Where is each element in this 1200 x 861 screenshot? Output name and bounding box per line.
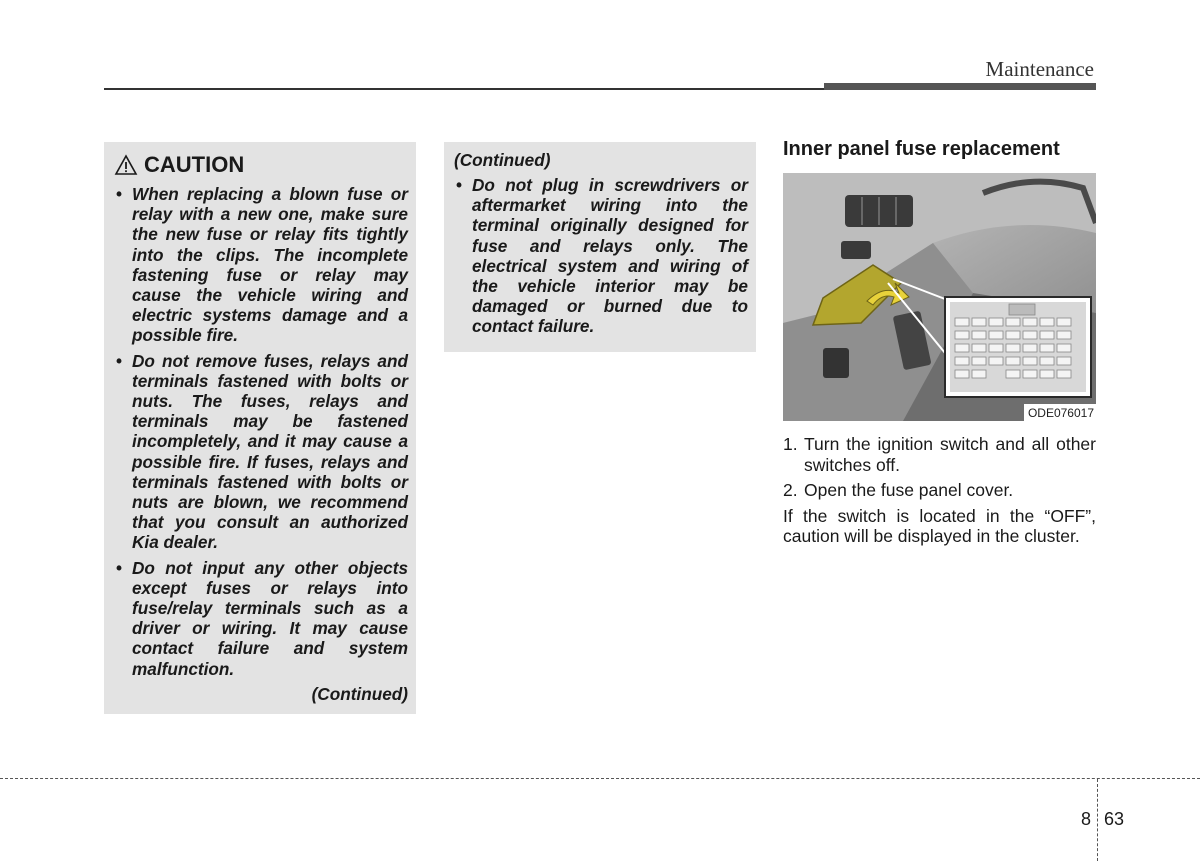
continued-caution-box <box>444 142 756 352</box>
caution-heading <box>114 152 408 178</box>
fuse-replacement-section <box>783 138 1096 547</box>
caution-continued-label: (Continued) <box>311 683 408 704</box>
header-rule-accent <box>824 83 1096 90</box>
image-code-label: ODE076017 <box>1024 404 1096 421</box>
caution-bullet: • Do not remove fuses, relays and terminals fastened with bolts or nuts. The fuses, relays and terminals may be fastened incompletely, and it may cause a possible fire. If fuses, relays and terminals fastened with bolts or nuts are blown, we recommend that you consult an authorized Kia dealer. <box>116 350 408 553</box>
caution-box <box>104 142 416 714</box>
caution-bullet-list <box>114 184 408 679</box>
caution-bullet: • Do not input any other objects except fuses or relays into fuse/relay terminals such as a driver or wiring. It may cause contact failure and system malfunction. <box>116 557 408 679</box>
continued-bullet-list <box>454 175 748 337</box>
warning-triangle-icon <box>114 154 138 176</box>
page-number: 63 <box>1104 809 1125 829</box>
section-header-title: Maintenance <box>985 57 1094 81</box>
caution-heading-text: CAUTION <box>144 152 245 177</box>
caution-bullet: • When replacing a blown fuse or relay with a new one, make sure the new fuse or relay fits tightly into the clips. The incomplete fastening fuse or relay may cause the vehicle wiring and electric systems damage and a possible fire. <box>116 184 408 346</box>
step-item: 1. Turn the ignition switch and all other switches off. <box>783 434 1096 475</box>
cluster-note: If the switch is located in the “OFF”, caution will be displayed in the cluster. <box>783 505 1096 546</box>
fuse-panel-photo <box>783 173 1096 421</box>
instruction-steps <box>783 434 1096 547</box>
step-item: 2. Open the fuse panel cover. <box>783 480 1014 500</box>
continued-heading: (Continued) <box>454 150 551 170</box>
continued-bullet: • Do not plug in screwdrivers or aftermarket wiring into the terminal originally designed for fuse and relays only. The electrical system and wiring of the vehicle interior may be damaged or burned due to contact failure. <box>456 175 748 337</box>
section-title: Inner panel fuse replacement <box>783 138 1060 160</box>
header-rule <box>104 88 824 90</box>
footer-page-divider <box>1097 779 1098 861</box>
chapter-number: 8 <box>1081 809 1092 829</box>
fuse-panel-illustration <box>783 173 1096 421</box>
footer-dashed-rule <box>0 778 1200 779</box>
